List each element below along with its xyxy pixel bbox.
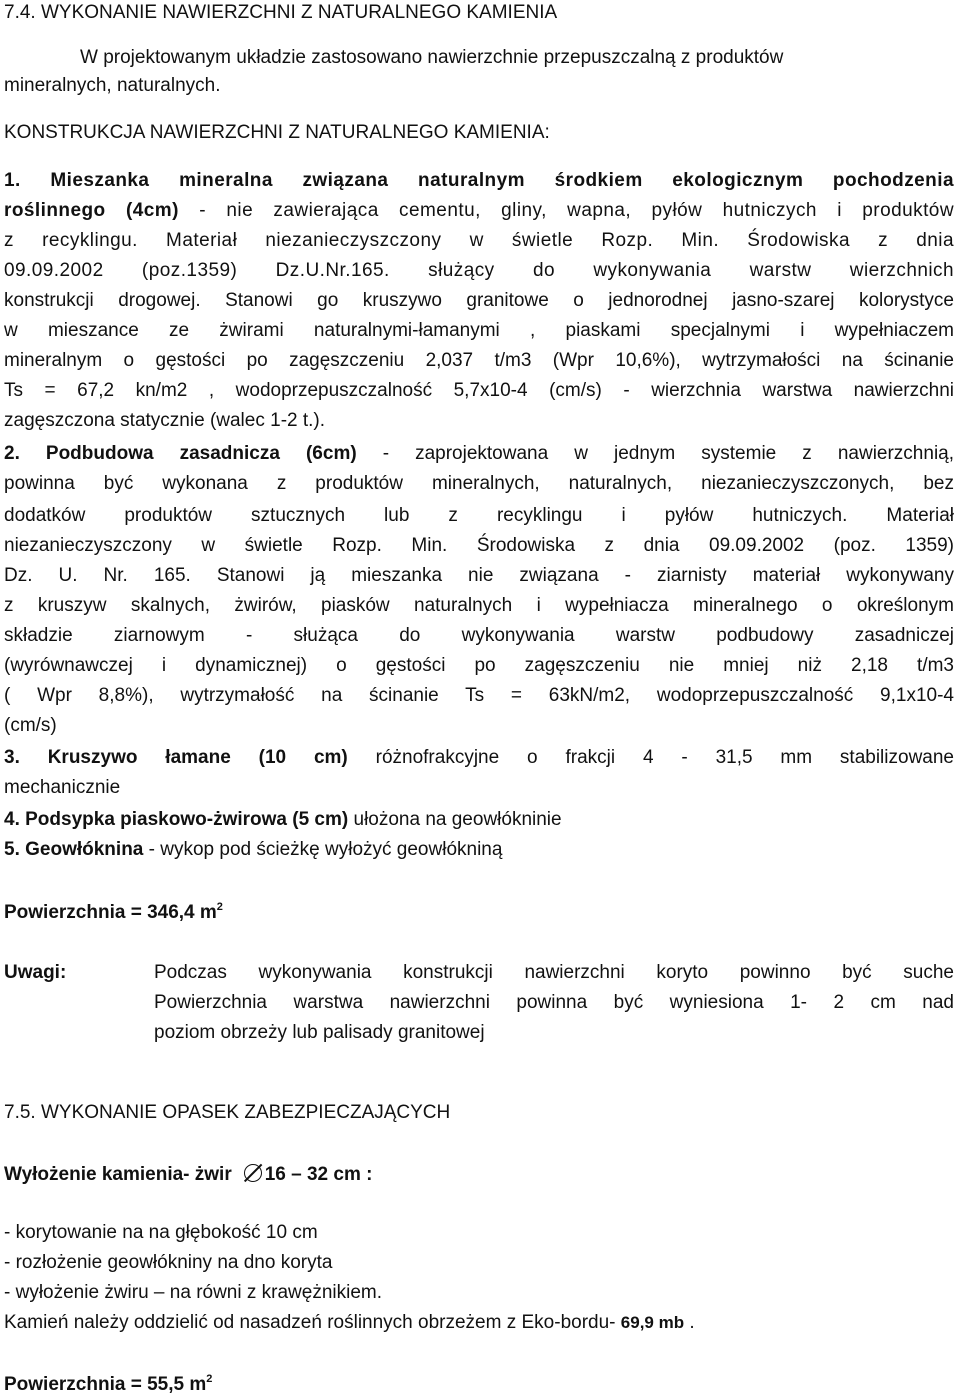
item-5: 5. Geowłóknina - wykop pod ścieżkę wyłożyć geowłókniną: [4, 839, 503, 860]
list-item-1: - korytowanie na na głębokość 10 cm: [4, 1222, 318, 1243]
item-1-line-2: roślinnego (4cm) - nie zawierająca cementu, gliny, wapna, pyłów hutniczych i produktów: [4, 200, 955, 221]
item-1-line-7: mineralnym o gęstości po zagęszczeniu 2,037 t/m3 (Wpr 10,6%), wytrzymałości na ścinanie: [4, 350, 954, 371]
item-2-line-6: z kruszyw skalnych, żwirów, piasków naturalnych i wypełniacza mineralnego o określonym: [4, 595, 954, 616]
separator-note: Kamień należy oddzielić od nasadzeń roślinnych obrzeżem z Eko-bordu- 69,9 mb .: [4, 1312, 695, 1333]
intro-line-2: mineralnych, naturalnych.: [4, 75, 221, 96]
remarks-line-3: poziom obrzeży lub palisady granitowej: [154, 1022, 485, 1043]
item-1-line-4: 09.09.2002 (poz.1359) Dz.U.Nr.165. służący do wykonywania warstw wierzchnich: [4, 260, 954, 281]
construction-heading: KONSTRUKCJA NAWIERZCHNI Z NATURALNEGO KAMIENIA:: [4, 122, 550, 143]
item-2-line-9: ( Wpr 8,8%), wytrzymałość na ścinanie Ts = 63kN/m2, wodoprzepuszczalność 9,1x10-4: [4, 685, 954, 706]
item-2-line-7: składzie ziarnowym - służąca do wykonywania warstw podbudowy zasadniczej: [4, 625, 954, 646]
remarks-line-1: Podczas wykonywania konstrukcji nawierzchni koryto powinno być suche: [154, 962, 954, 983]
item-3-title: 3. Kruszywo łamane (10 cm) różnofrakcyjne o frakcji 4 - 31,5 mm stabilizowane: [4, 747, 954, 768]
item-2-title: 2. Podbudowa zasadnicza (6cm) - zaprojektowana w jednym systemie z nawierzchnią,: [4, 443, 955, 464]
intro-line-1: W projektowanym układzie zastosowano nawierzchnie przepuszczalną z produktów: [80, 47, 784, 68]
item-2-line-10: (cm/s): [4, 715, 57, 736]
item-4: 4. Podsypka piaskowo-żwirowa (5 cm) ułożona na geowłókninie: [4, 809, 562, 830]
item-2-line-2: powinna być wykonana z produktów mineralnych, naturalnych, niezanieczyszczonych, bez: [4, 473, 954, 494]
item-1-line-8: Ts = 67,2 kn/m2 , wodoprzepuszczalność 5,7x10-4 (cm/s) - wierzchnia warstwa nawierzchni: [4, 380, 954, 401]
item-2-line-3: dodatków produktów sztucznych lub z recyklingu i pyłów hutniczych. Materiał: [4, 505, 954, 526]
remarks-label: Uwagi:: [4, 962, 67, 983]
diameter-icon: [244, 1164, 262, 1182]
item-2-line-4: niezanieczyszczony w świetle Rozp. Min. Środowiska z dnia 09.09.2002 (poz. 1359): [4, 535, 954, 556]
item-3-line-2: mechanicznie: [4, 777, 121, 798]
area-7-4: Powierzchnia = 346,4 $m^2$: [4, 901, 223, 923]
item-2-line-5: Dz. U. Nr. 165. Stanowi ją mieszanka nie związana - ziarnisty materiał wykonywany: [4, 565, 954, 586]
area-7-5: Powierzchnia = 55,5 $m^2$: [4, 1373, 213, 1395]
list-item-2: - rozłożenie geowłókniny na dno koryta: [4, 1252, 333, 1273]
section-heading-7-4: 7.4. WYKONANIE NAWIERZCHNI Z NATURALNEGO KAMIENIA: [4, 2, 558, 23]
section-heading-7-5: 7.5. WYKONANIE OPASEK ZABEZPIECZAJĄCYCH: [4, 1102, 451, 1123]
list-item-3: - wyłożenie żwiru – na równi z krawężnikiem.: [4, 1282, 383, 1303]
item-1-line-6: w mieszance ze żwirami naturalnymi-łamanymi , piaskami specjalnymi i wypełniaczem: [4, 320, 954, 341]
item-1-line-5: konstrukcji drogowej. Stanowi go kruszywo granitowe o jednorodnej jasno-szarej kolorystyce: [4, 290, 954, 311]
item-1-title: 1. Mieszanka mineralna związana naturalnym środkiem ekologicznym pochodzenia: [4, 170, 954, 191]
item-2-line-8: (wyrównawczej i dynamicznej) o gęstości po zagęszczeniu nie mniej niż 2,18 t/m3: [4, 655, 954, 676]
item-1-line-3: z recyklingu. Materiał niezanieczyszczony w świetle Rozp. Min. Środowiska z dnia: [4, 230, 954, 251]
item-1-line-9: zagęszczona statycznie (walec 1-2 t.).: [4, 410, 326, 431]
remarks-line-2: Powierzchnia warstwa nawierzchni powinna być wyniesiona 1- 2 cm nad: [154, 992, 954, 1013]
gravel-subheading: Wyłożenie kamienia- żwir 16 – 32 cm :: [4, 1164, 373, 1185]
